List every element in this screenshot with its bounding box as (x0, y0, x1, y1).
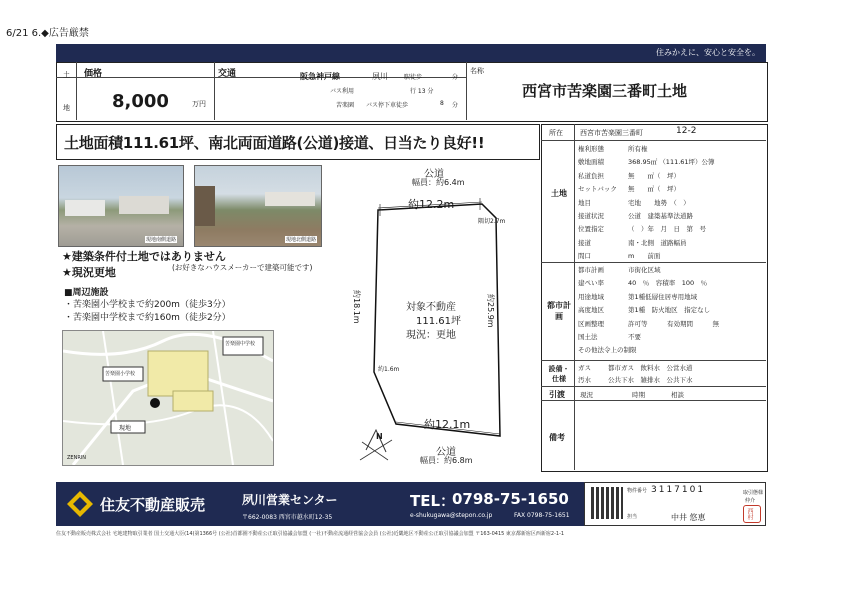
divider (574, 124, 575, 470)
divider (76, 62, 77, 120)
qr-code-icon (591, 487, 623, 519)
row-key: 権利形態 (578, 145, 604, 153)
city-row (578, 278, 764, 291)
remarks-label: 備考 (549, 433, 565, 442)
row-key: 敷地面積 (578, 158, 604, 167)
row-value: 公共下水 雑排水 公共下水 (608, 376, 693, 384)
headline: 土地面積111.61坪、南北両面道路(公道)接道、日当たり良好!! (64, 134, 485, 152)
delivery-value: 現況 時期 相談 (580, 391, 684, 399)
land-row (578, 144, 764, 157)
row-key: 都市計画 (578, 266, 604, 274)
land-row (578, 211, 764, 224)
divider (541, 140, 766, 141)
bus-stop: 苦楽園 (336, 102, 355, 109)
school-area (148, 351, 208, 396)
land-row (578, 198, 764, 211)
row-value: 無 ㎡（ 坪） (628, 171, 680, 180)
photo-caption: 現地北側道路 (286, 237, 317, 243)
row-key: 国土法 (578, 332, 598, 341)
row-key: 区画整理 (578, 319, 604, 328)
row-key: その他法令上の制限 (578, 346, 637, 355)
bus-walk: バス停下車徒歩 (366, 102, 409, 109)
bus-walk-unit: 分 (452, 102, 459, 109)
row-value: 許可等 有効期間 無 (628, 319, 719, 328)
property-number: 3117101 (651, 485, 706, 495)
facility-row (578, 363, 764, 375)
compass-line (360, 440, 392, 460)
row-key: 建ぺい率 (578, 279, 604, 288)
office-name: 夙川営業センター (242, 493, 338, 507)
south-road-label: 公道 (436, 447, 456, 458)
land-label: 土地 (551, 189, 567, 198)
facility-row (578, 375, 764, 387)
nearby-item: ・苦楽園中学校まで約160m（徒歩2分） (64, 313, 231, 323)
price-unit: 万円 (192, 100, 206, 108)
row-value: 都市ガス 飲料水 公営水道 (608, 364, 693, 372)
map-copyright: ZENRIN (67, 455, 87, 461)
lot-status: 現況：更地 (406, 330, 456, 341)
company-logo-icon (66, 490, 94, 518)
price-label: 価格 (84, 69, 103, 79)
facility-label: 設備・仕様 (548, 365, 570, 383)
price-side-label-2: 地 (63, 104, 70, 112)
row-key: 地目 (578, 198, 591, 207)
row-key: 接道 (578, 238, 591, 247)
name-label: 名称 (470, 67, 484, 75)
wall-shape (195, 186, 215, 226)
location-label: 所在 (549, 129, 563, 137)
right-depth: 約25.9m (486, 294, 495, 328)
divider (466, 62, 467, 120)
row-value: （ ）年 月 日 第 号 (628, 225, 706, 234)
price-value: 8,000 (112, 91, 169, 112)
tel-label: TEL： (410, 492, 456, 510)
facility-rows (578, 363, 764, 387)
row-value: 市街化区域 (628, 266, 661, 274)
row-key: 高度地区 (578, 306, 604, 315)
land-row (578, 171, 764, 184)
land-row (578, 157, 764, 170)
map-label: 苦楽園中学校 (225, 341, 256, 347)
land-row (578, 184, 764, 197)
delivery-label: 引渡 (549, 390, 565, 399)
city-rows (578, 265, 764, 359)
north-road-label: 公道 (424, 169, 444, 180)
transport-label: 交通 (218, 69, 237, 79)
left-depth: 約18.1m (352, 290, 361, 324)
footer-info (584, 482, 766, 526)
row-value: m 前面 (628, 252, 661, 261)
lot-area: 111.61坪 (416, 316, 461, 327)
map-label: 現地 (119, 425, 132, 432)
station: 夙川 (372, 72, 388, 81)
row-value: 南・北側 道路幅員 (628, 238, 687, 247)
row-value: 第1種 防火地区 指定なし (628, 306, 711, 315)
row-value: 第1種低層住居専用地域 (628, 292, 698, 301)
lot-title: 対象不動産 (406, 302, 456, 313)
divider (541, 400, 766, 401)
row-key: ガス (578, 364, 591, 372)
row-key: 接道状況 (578, 211, 604, 220)
row-key: 汚水 (578, 376, 591, 384)
property-name: 西宮市苦楽園三番町土地 (522, 82, 688, 100)
row-key: 間口 (578, 252, 591, 261)
tel-number: 0798-75-1650 (452, 490, 569, 508)
price-side-label-1: 土 (63, 71, 70, 79)
walk-label: 駅徒歩 (404, 74, 423, 81)
row-key: 私道負担 (578, 171, 604, 180)
photo-south-road (58, 165, 184, 247)
slogan: 住みかえに、安心と安全を。 (656, 48, 760, 57)
row-key: 用途地域 (578, 292, 604, 301)
bus-walk-value: 8 (440, 100, 444, 107)
city-row (578, 305, 764, 318)
location-value: 西宮市苦楽園三番町 (580, 129, 643, 137)
south-road-width: 幅員：約6.8m (420, 456, 473, 465)
staff-name: 中井 悠恵 (671, 513, 706, 522)
land-row (578, 224, 764, 237)
corner-note: 隅切2.7m (478, 218, 506, 225)
photo-north-road (194, 165, 322, 247)
footer-banner (56, 482, 584, 526)
email: e-shukugawa@stepon.co.jp (410, 512, 493, 519)
transaction-label: 取引態様 (743, 490, 764, 496)
top-width: 約12.2m (408, 198, 455, 211)
area-map (62, 330, 274, 466)
map-label: 苦楽園小学校 (105, 371, 136, 377)
map-drawing (63, 331, 273, 465)
row-value: 宅地 地勢 （ ） (628, 198, 690, 207)
location-number: 12-2 (676, 126, 697, 136)
side-dimension: 約1.6m (378, 366, 400, 373)
city-row (578, 265, 764, 278)
staff-label: 担当 (627, 514, 638, 520)
city-plan-label: 都市計画 (547, 301, 571, 321)
nearby-item: ・苦楽園小学校まで約200m（徒歩3分） (64, 300, 231, 310)
north-symbol: N (376, 432, 383, 441)
feature-2: ★現況更地 (62, 266, 116, 279)
seal-stamp-icon (743, 505, 761, 523)
city-row (578, 319, 764, 332)
row-key: 位置指定 (578, 225, 604, 234)
row-value: 所有権 (628, 145, 648, 153)
city-row (578, 332, 764, 345)
divider (541, 360, 766, 361)
top-banner (56, 44, 766, 62)
land-row (578, 251, 764, 264)
land-row (578, 238, 764, 251)
house-shape (119, 196, 169, 214)
photo-caption: 現地南側道路 (146, 237, 177, 243)
school-area (173, 391, 213, 411)
north-road-width: 幅員：約6.4m (412, 178, 465, 187)
site-marker (150, 398, 160, 408)
city-row (578, 345, 764, 358)
company-name: 住友不動産販売 (100, 496, 206, 514)
row-value: 不要 (628, 332, 641, 341)
fax: FAX 0798-75-1651 (514, 512, 570, 519)
house-shape (65, 200, 105, 216)
row-value: 無 ㎡（ 坪） (628, 185, 680, 194)
land-rows (578, 144, 764, 265)
seal-text: 西村 (746, 508, 753, 520)
bottom-width: 約12.1m (424, 418, 471, 431)
walk-unit: 分 (452, 74, 459, 81)
divider (214, 62, 215, 120)
bus-suffix: 行 13 分 (410, 88, 434, 95)
train-line: 阪急神戸線 (300, 72, 340, 81)
row-value: 公道 建築基準法道路 (628, 211, 693, 220)
city-row (578, 292, 764, 305)
row-value: 40 ％ 容積率 100 ％ (628, 279, 708, 288)
legal-note: 住友不動産販売株式会社 宅地建物取引業者 国土交通大臣(14)第1366号 (公社)首都圏不動産公正取引協議会加盟 (一社)不動産流通経営協会会員 (公社)近畿地区不動産公正取引協議会加盟 〒163-0415 東京都新宿区西新宿2-1-1 (56, 531, 565, 537)
feature-1: ★建築条件付土地ではありません (62, 250, 226, 263)
row-value: 368.95㎡ （111.61坪）公簿 (628, 158, 715, 167)
bus-label: バス利用 (330, 88, 355, 95)
row-key: セットバック (578, 185, 617, 194)
house-shape (265, 192, 315, 206)
nearby-title: ■周辺施設 (64, 288, 109, 298)
transaction-value: 仲介 (745, 498, 756, 504)
feature-1-sub: (お好きなハウスメーカーで建築可能です) (172, 263, 313, 272)
header-note: 6/21 6.◆広告厳禁 (6, 28, 89, 39)
property-no-label: 物件番号 (627, 488, 648, 494)
office-address: 〒662-0083 西宮市越水町12-35 (242, 514, 333, 521)
